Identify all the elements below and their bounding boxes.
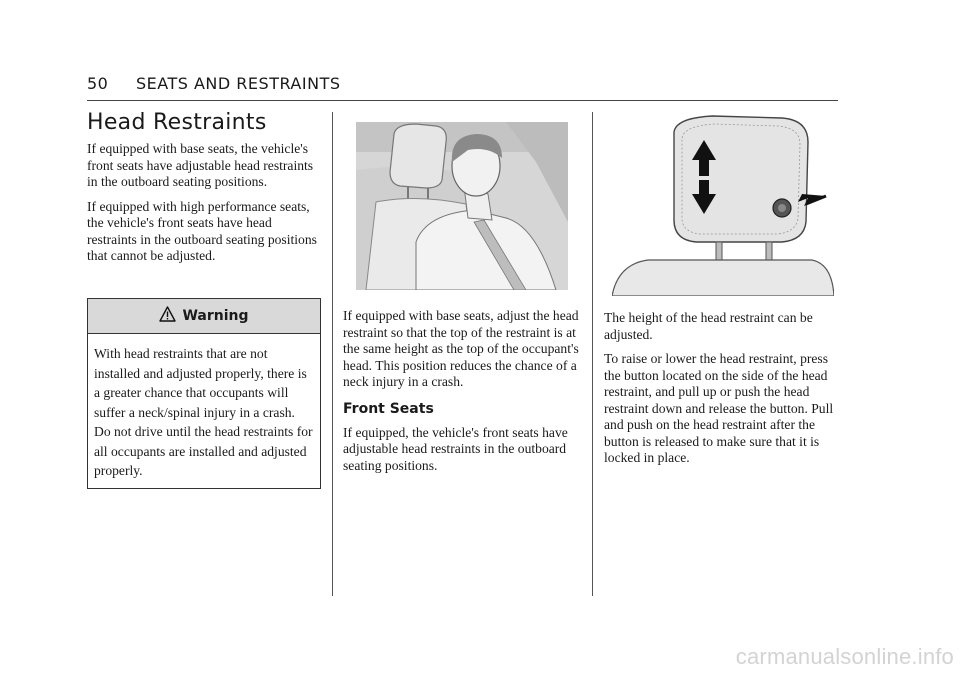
- paragraph: To raise or lower the head restraint, press the button located on the side of the head restraint, and pull up or push the head restraint down and release the button. Pull and push on the head restraint after the button is released to make sure that it is locked in place.: [604, 351, 834, 465]
- column-divider: [332, 112, 333, 596]
- warning-box: [87, 298, 321, 489]
- page-title: Head Restraints: [87, 110, 267, 135]
- column-1: [87, 110, 323, 273]
- warning-title: Warning: [182, 308, 249, 324]
- subheading: Front Seats: [343, 400, 434, 417]
- paragraph: The height of the head restraint can be adjusted.: [604, 310, 813, 342]
- warning-text: With head restraints that are not installed and adjusted properly, there is a greater chance that occupants will suffer a neck/spinal injury in a crash. Do not drive until the head restraints for all occupants are installed and adjusted properly.: [94, 346, 313, 478]
- column-2: [343, 308, 583, 482]
- section-title: SEATS AND RESTRAINTS: [136, 74, 341, 93]
- page-number: 50: [87, 74, 109, 93]
- page-header: [87, 72, 838, 101]
- paragraph: If equipped with base seats, adjust the head restraint so that the top of the restraint is at the same height as the top of the occupant's head. This position reduces the chance of a neck injury in a crash.: [343, 308, 579, 389]
- column-3: [604, 310, 838, 475]
- watermark: carmanualsonline.info: [735, 644, 954, 669]
- paragraph: If equipped, the vehicle's front seats have adjustable head restraints in the outboard seating positions.: [343, 424, 568, 473]
- head-restraint-adjustment-illustration: [612, 114, 834, 296]
- seat-occupant-illustration: [356, 122, 568, 290]
- warning-header: [88, 299, 320, 334]
- paragraph: If equipped with base seats, the vehicle's front seats have adjustable head restraints in the outboard seating positions.: [87, 141, 314, 189]
- paragraph: If equipped with high performance seats, the vehicle's front seats have head restraints in the outboard seating positions that cannot be adjusted.: [87, 198, 317, 263]
- column-divider: [592, 112, 593, 596]
- warning-triangle-icon: [159, 306, 176, 327]
